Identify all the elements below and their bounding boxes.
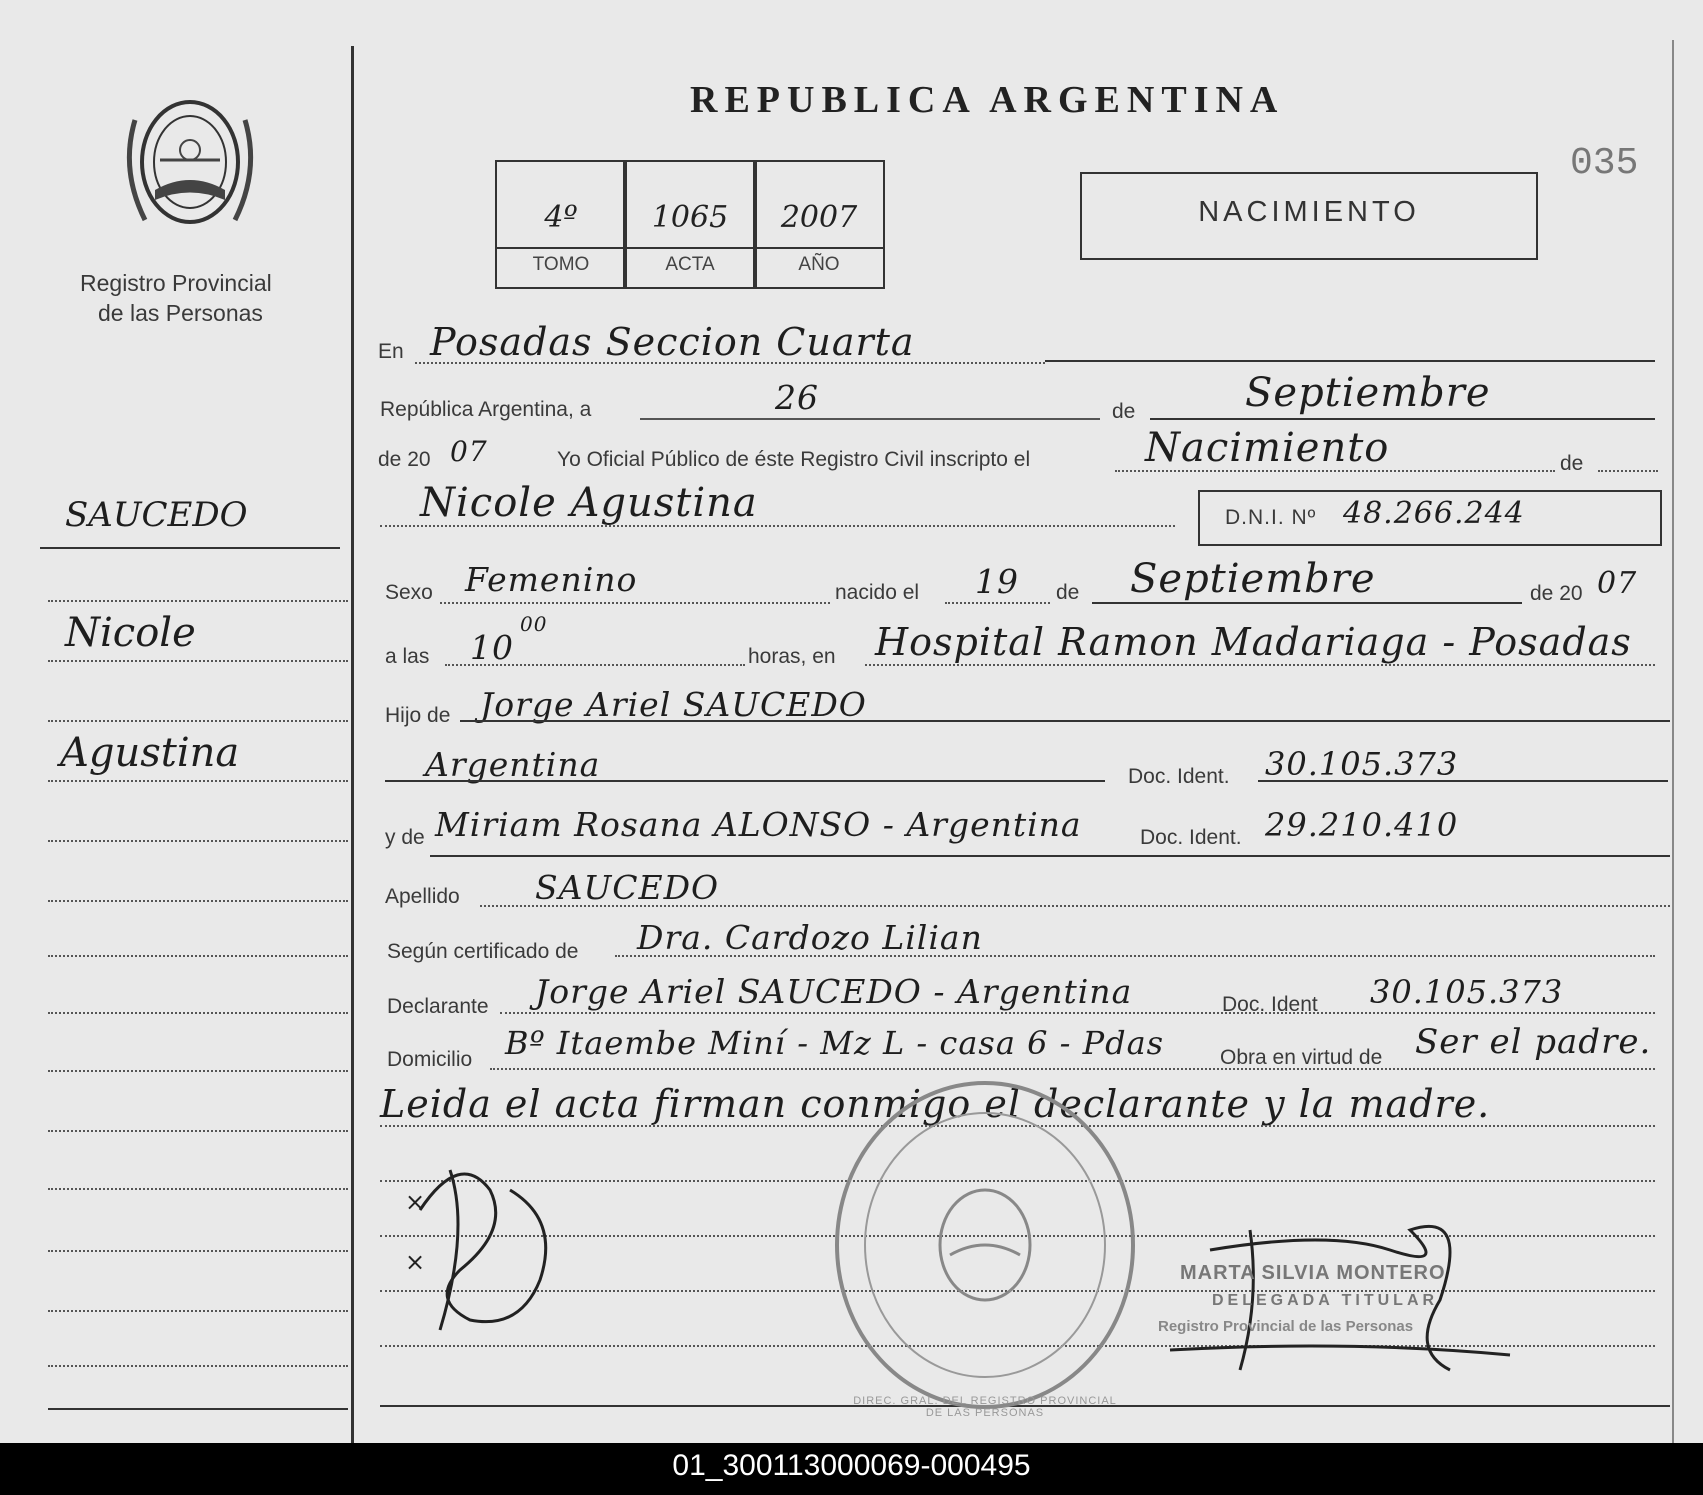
right-border	[1672, 40, 1674, 1443]
document-type: NACIMIENTO	[1198, 196, 1420, 228]
segun-label: Según certificado de	[387, 940, 579, 963]
declarante-doc-label: Doc. Ident	[1222, 993, 1318, 1016]
margin-line	[48, 1188, 348, 1190]
father-line	[460, 720, 1670, 722]
hour-line	[445, 664, 745, 666]
margin-line	[48, 955, 348, 957]
de-label: de	[1112, 400, 1136, 423]
hour-super: 00	[520, 612, 548, 636]
registry-name-line1: Registro Provincial	[80, 270, 272, 296]
segun-line	[615, 955, 1655, 957]
domicilio-label: Domicilio	[387, 1048, 473, 1071]
signer-name: MARTA SILVIA MONTERO	[1180, 1262, 1446, 1284]
stamp-text: DIREC. GRAL. DEL REGISTRO PROVINCIAL DE LAS PERSONAS	[853, 1395, 1117, 1419]
margin-line	[48, 720, 348, 722]
margin-first-name: Nicole	[65, 610, 196, 656]
dni-label: D.N.I. Nº	[1225, 506, 1317, 529]
birth-day-line	[945, 602, 1050, 604]
mother-value: Miriam Rosana ALONSO - Argentina	[435, 805, 1082, 844]
margin-line	[48, 1310, 348, 1312]
en-line	[415, 362, 1045, 364]
birth-year: 07	[1597, 566, 1638, 601]
margin-line	[48, 1012, 348, 1014]
father-value: Jorge Ariel SAUCEDO	[480, 685, 867, 724]
mother-line	[430, 855, 1670, 857]
place-line	[865, 664, 1655, 666]
mother-doc-label: Doc. Ident.	[1140, 826, 1242, 849]
en-value: Posadas Seccion Cuarta	[430, 320, 915, 364]
en-line-2	[1045, 360, 1655, 362]
y-de-label: y de	[385, 826, 425, 849]
margin-surname-rule	[40, 547, 340, 549]
father-nationality-line	[385, 780, 1105, 782]
father-doc-line	[1258, 780, 1668, 782]
domicilio-line	[490, 1068, 1655, 1070]
signer-title: DELEGADA TITULAR	[1212, 1292, 1439, 1309]
margin-second-name: Agustina	[60, 730, 240, 776]
declarante-doc: 30.105.373	[1370, 973, 1564, 1011]
apellido-label: Apellido	[385, 885, 460, 908]
acta-box	[623, 160, 757, 289]
name-value: Nicole Agustina	[420, 480, 758, 526]
tomo-label: TOMO	[532, 254, 590, 275]
day-line	[640, 418, 1100, 420]
country-title: REPUBLICA ARGENTINA	[690, 79, 1285, 121]
margin-line	[48, 660, 348, 662]
tomo-value: 4º	[544, 200, 578, 235]
apellido-line	[480, 905, 1670, 907]
name-line	[380, 525, 1175, 527]
sexo-label: Sexo	[385, 581, 433, 604]
official-stamp	[830, 1075, 1140, 1415]
margin-line	[48, 1130, 348, 1132]
margin-line	[48, 1365, 348, 1367]
footer-document-id: 01_300113000069-000495	[672, 1449, 1031, 1482]
tomo-box	[495, 160, 627, 289]
margin-line	[48, 1070, 348, 1072]
declarante-label: Declarante	[387, 995, 489, 1018]
document-type-box	[1080, 172, 1538, 260]
anio-label: AÑO	[798, 254, 840, 275]
inscripto-value: Nacimiento	[1145, 425, 1390, 471]
sexo-value: Femenino	[465, 560, 638, 599]
republica-label: República Argentina, a	[380, 398, 592, 421]
tomo-divider	[497, 247, 625, 249]
father-nationality: Argentina	[425, 745, 601, 784]
declarant-signature	[400, 1130, 580, 1350]
day-value: 26	[775, 378, 819, 417]
month-line	[1150, 418, 1655, 420]
birth-month-line	[1092, 602, 1522, 604]
father-doc: 30.105.373	[1265, 745, 1459, 783]
de-label-2: de	[1560, 452, 1584, 475]
anio-box	[753, 160, 885, 289]
acta-divider	[625, 247, 755, 249]
declarante-line	[500, 1012, 1655, 1014]
mother-doc: 29.210.410	[1265, 806, 1459, 844]
a-las-label: a las	[385, 645, 430, 668]
domicilio-value: Bº Itaembe Miní - Mz L - casa 6 - Pdas	[505, 1024, 1165, 1062]
dni-box	[1198, 490, 1662, 546]
margin-line	[48, 780, 348, 782]
de-line-2	[1598, 470, 1658, 472]
place-value: Hospital Ramon Madariaga - Posadas	[875, 620, 1632, 664]
dni-value: 48.266.244	[1343, 496, 1525, 531]
de-label-3: de	[1056, 581, 1080, 604]
registry-name-line2: de las Personas	[98, 300, 263, 326]
closing-text: Leida el acta firman conmigo el declarante y la madre.	[380, 1082, 1491, 1126]
hour-value: 10	[470, 628, 514, 667]
inscripto-line	[1115, 470, 1555, 472]
anio-divider	[755, 247, 883, 249]
obra-value: Ser el padre.	[1415, 1022, 1652, 1062]
provincial-seal-logo	[115, 80, 265, 240]
en-label: En	[378, 340, 404, 363]
left-divider	[351, 46, 354, 1446]
signer-office: Registro Provincial de las Personas	[1158, 1318, 1414, 1335]
margin-bottom-rule	[48, 1408, 348, 1410]
doc-ident-label: Doc. Ident.	[1128, 765, 1230, 788]
obra-label: Obra en virtud de	[1220, 1046, 1383, 1069]
margin-surname: SAUCEDO	[65, 495, 248, 535]
acta-value: 1065	[651, 200, 729, 235]
segun-value: Dra. Cardozo Lilian	[637, 918, 983, 957]
year-value: 07	[450, 435, 488, 468]
birth-year-prefix: de 20	[1530, 582, 1583, 605]
oficial-text: Yo Oficial Público de éste Registro Civil inscripto el	[557, 448, 1031, 471]
sexo-line	[440, 602, 830, 604]
apellido-value: SAUCEDO	[535, 868, 720, 907]
svg-text:×: ×	[405, 1248, 426, 1276]
margin-line	[48, 900, 348, 902]
birth-month: Septiembre	[1130, 556, 1376, 602]
svg-text:×: ×	[405, 1188, 426, 1216]
birth-day: 19	[975, 562, 1019, 601]
acta-label: ACTA	[665, 254, 715, 275]
margin-line	[48, 840, 348, 842]
nacido-label: nacido el	[835, 581, 920, 604]
horas-label: horas, en	[748, 645, 836, 668]
hijo-label: Hijo de	[385, 704, 451, 727]
year-prefix: de 20	[378, 448, 431, 471]
declarante-value: Jorge Ariel SAUCEDO - Argentina	[535, 972, 1133, 1011]
page-number: 035	[1570, 142, 1639, 185]
month-value: Septiembre	[1245, 370, 1491, 416]
anio-value: 2007	[780, 200, 858, 235]
margin-line	[48, 600, 348, 602]
margin-line	[48, 1250, 348, 1252]
